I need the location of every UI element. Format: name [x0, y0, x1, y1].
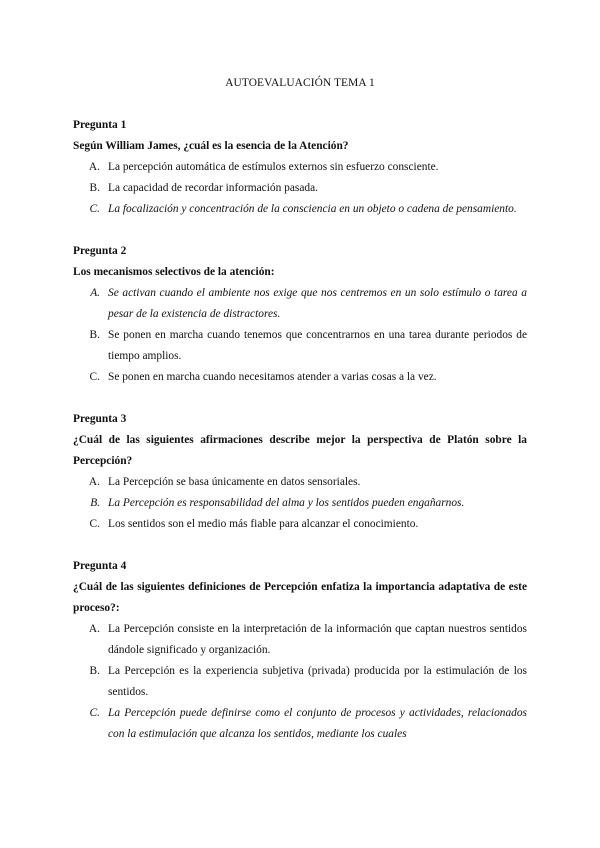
answer-option-c	[73, 199, 527, 220]
answer-option-c	[73, 703, 527, 745]
question-3	[73, 409, 527, 535]
answer-option-c	[73, 367, 527, 388]
option-text: Se ponen en marcha cuando tenemos que concentrarnos en una tarea durante periodos de tiempo amplios.	[108, 329, 527, 362]
option-letter: C.	[89, 518, 100, 530]
answer-options	[73, 157, 527, 220]
answer-option-b	[73, 493, 527, 514]
answer-option-b	[73, 661, 527, 703]
question-label: Pregunta 2	[73, 245, 127, 257]
option-text: La capacidad de recordar información pasada.	[108, 182, 318, 194]
option-letter: B.	[89, 665, 100, 677]
option-text: La Percepción se basa únicamente en datos sensoriales.	[108, 476, 361, 488]
option-text: La Percepción es la experiencia subjetiva (privada) producida por la estimulación de los sentidos.	[108, 665, 527, 698]
option-text: La focalización y concentración de la consciencia en un objeto o cadena de pensamiento.	[108, 203, 517, 215]
question-4	[73, 556, 527, 745]
option-letter: A.	[88, 476, 100, 488]
answer-options	[73, 283, 527, 388]
question-label: Pregunta 3	[73, 413, 127, 425]
answer-option-a	[73, 283, 527, 325]
option-text: Los sentidos son el medio más fiable para alcanzar el conocimiento.	[108, 518, 419, 530]
option-text: Se ponen en marcha cuando necesitamos atender a varias cosas a la vez.	[108, 371, 437, 383]
option-letter: C.	[89, 371, 100, 383]
option-text: Se activan cuando el ambiente nos exige que nos centremos en un solo estímulo o tarea a pesar de la existencia de distractores.	[108, 287, 527, 320]
question-text: ¿Cuál de las siguientes definiciones de Percepción enfatiza la importancia adaptativa de este proceso?:	[73, 581, 527, 614]
option-letter: C.	[89, 203, 100, 215]
question-text: Los mecanismos selectivos de la atención:	[73, 266, 275, 278]
question-label: Pregunta 1	[73, 119, 127, 131]
question-2	[73, 241, 527, 388]
question-text: Según William James, ¿cuál es la esencia de la Atención?	[73, 140, 349, 152]
option-letter: B.	[90, 497, 100, 509]
option-letter: B.	[89, 182, 100, 194]
answer-options	[73, 472, 527, 535]
answer-option-b	[73, 325, 527, 367]
option-text: La Percepción es responsabilidad del alma y los sentidos pueden engañarnos.	[108, 497, 465, 509]
option-text: La Percepción puede definirse como el conjunto de procesos y actividades, relacionados con la estimulación que alcanza los sentidos, mediante los cuales	[108, 707, 527, 740]
question-1	[73, 115, 527, 220]
document-title: AUTOEVALUACIÓN TEMA 1	[225, 77, 375, 89]
option-letter: B.	[89, 329, 100, 341]
question-label: Pregunta 4	[73, 560, 127, 572]
question-text: ¿Cuál de las siguientes afirmaciones describe mejor la perspectiva de Platón sobre la Percepción?	[73, 434, 527, 467]
answer-option-b	[73, 178, 527, 199]
option-text: La percepción automática de estímulos externos sin esfuerzo consciente.	[108, 161, 439, 173]
answer-options	[73, 619, 527, 745]
option-letter: A.	[88, 161, 100, 173]
answer-option-a	[73, 157, 527, 178]
answer-option-c	[73, 514, 527, 535]
option-text: La Percepción consiste en la interpretación de la información que captan nuestros sentidos dándole significado y organización.	[108, 623, 527, 656]
option-letter: C.	[89, 707, 100, 719]
answer-option-a	[73, 619, 527, 661]
option-letter: A.	[88, 623, 100, 635]
option-letter: A.	[90, 287, 100, 299]
answer-option-a	[73, 472, 527, 493]
